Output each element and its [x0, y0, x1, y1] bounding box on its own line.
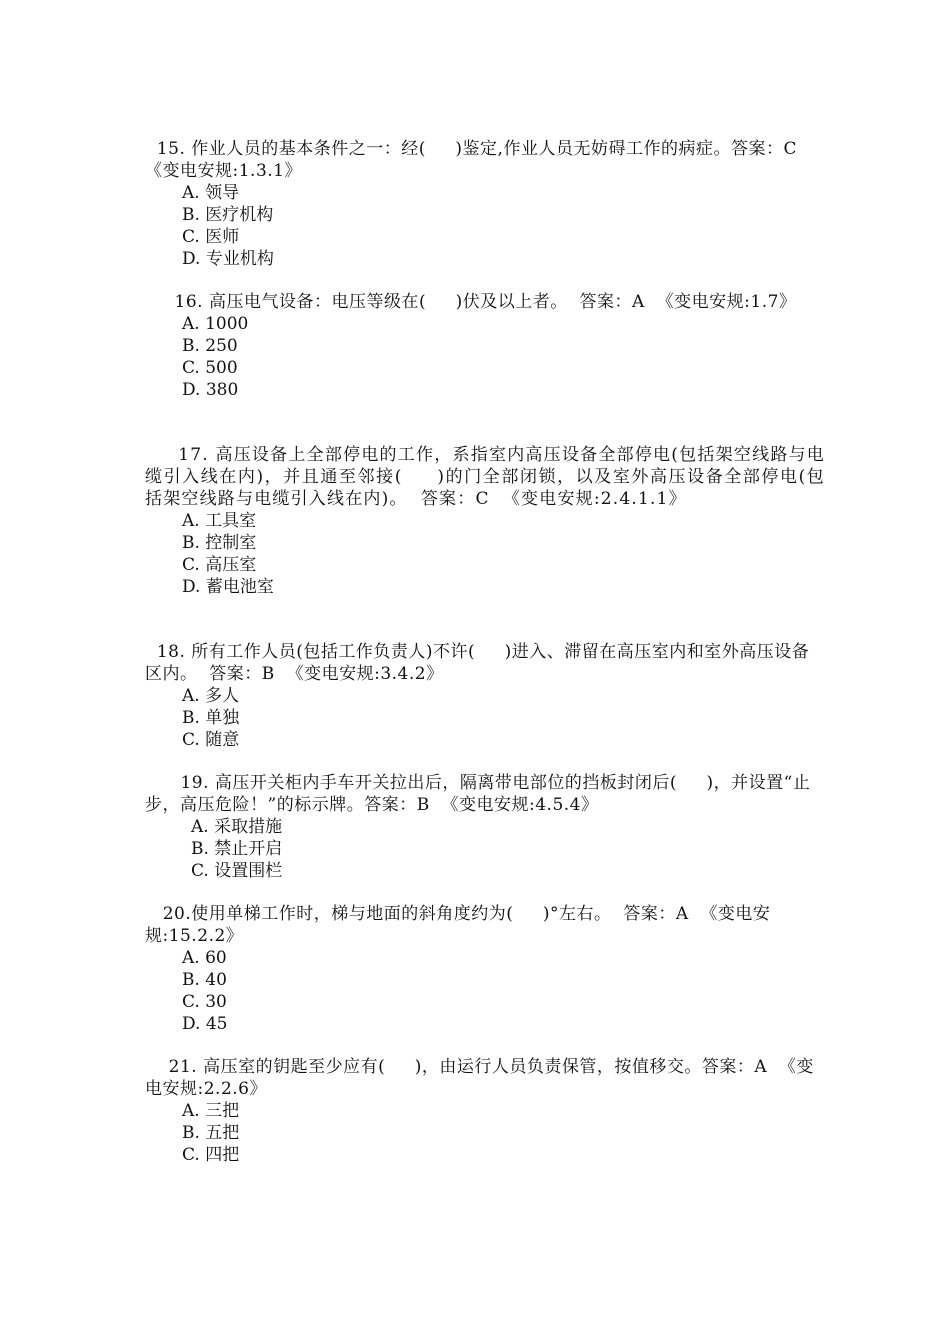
option-a: A. 工具室 — [182, 511, 257, 531]
option-d: D. 专业机构 — [182, 249, 274, 269]
question-text: 15. 作业人员的基本条件之一：经( )鉴定,作业人员无妨碍工作的病症。答案：C 《变电安规:1.3.1》 — [145, 139, 809, 181]
question-text: 19. 高压开关柜内手车开关拉出后，隔离带电部位的挡板封闭后( )，并设置“止步，高压危险！”的标示牌。答案：B 《变电安规:4.5.4》 — [145, 773, 811, 815]
option-a: A. 采取措施 — [191, 817, 283, 837]
question-text: 17. 高压设备上全部停电的工作，系指室内高压设备全部停电(包括架空线路与电缆引入线在内)，并且通至邻接( )的门全部闭锁，以及室外高压设备全部停电(包括架空线路与电缆引入线在内)。 答案：C 《变电安规:2.4.1.1》 — [145, 445, 825, 509]
option-a: A. 三把 — [182, 1101, 240, 1121]
question-text: 20.使用单梯工作时，梯与地面的斜角度约为( )°左右。 答案：A 《变电安规:15.2.2》 — [145, 904, 771, 946]
question-16 — [145, 291, 825, 401]
option-a: A. 多人 — [182, 686, 240, 706]
question-18 — [145, 641, 825, 751]
option-d: D. 45 — [182, 1014, 228, 1034]
question-17 — [145, 444, 825, 598]
option-b: B. 250 — [182, 336, 238, 356]
question-21 — [145, 1056, 825, 1166]
option-b: B. 禁止开启 — [191, 839, 283, 859]
option-c: C. 医师 — [182, 227, 240, 247]
option-b: B. 医疗机构 — [182, 205, 274, 225]
option-d: D. 蓄电池室 — [182, 577, 274, 597]
option-b: B. 五把 — [182, 1123, 240, 1143]
option-c: C. 高压室 — [182, 555, 257, 575]
option-c: C. 500 — [182, 358, 238, 378]
option-b: B. 控制室 — [182, 533, 257, 553]
option-c: C. 四把 — [182, 1145, 240, 1165]
option-a: A. 1000 — [182, 314, 249, 334]
question-text: 16. 高压电气设备：电压等级在( )伏及以上者。 答案：A 《变电安规:1.7》 — [145, 292, 797, 312]
question-15 — [145, 138, 825, 270]
question-text: 21. 高压室的钥匙至少应有( )，由运行人员负责保管，按值移交。答案：A 《变电安规:2.2.6》 — [145, 1057, 814, 1099]
option-b: B. 40 — [182, 970, 227, 990]
option-d: D. 380 — [182, 380, 239, 400]
question-19 — [145, 772, 825, 882]
option-b: B. 单独 — [182, 708, 240, 728]
option-c: C. 设置围栏 — [191, 861, 283, 881]
question-20 — [145, 903, 825, 1035]
option-a: A. 领导 — [182, 183, 240, 203]
question-text: 18. 所有工作人员(包括工作负责人)不许( )进入、滞留在高压室内和室外高压设备区内。 答案：B 《变电安规:3.4.2》 — [145, 642, 810, 684]
option-c: C. 30 — [182, 992, 227, 1012]
option-a: A. 60 — [182, 948, 227, 968]
option-c: C. 随意 — [182, 730, 240, 750]
